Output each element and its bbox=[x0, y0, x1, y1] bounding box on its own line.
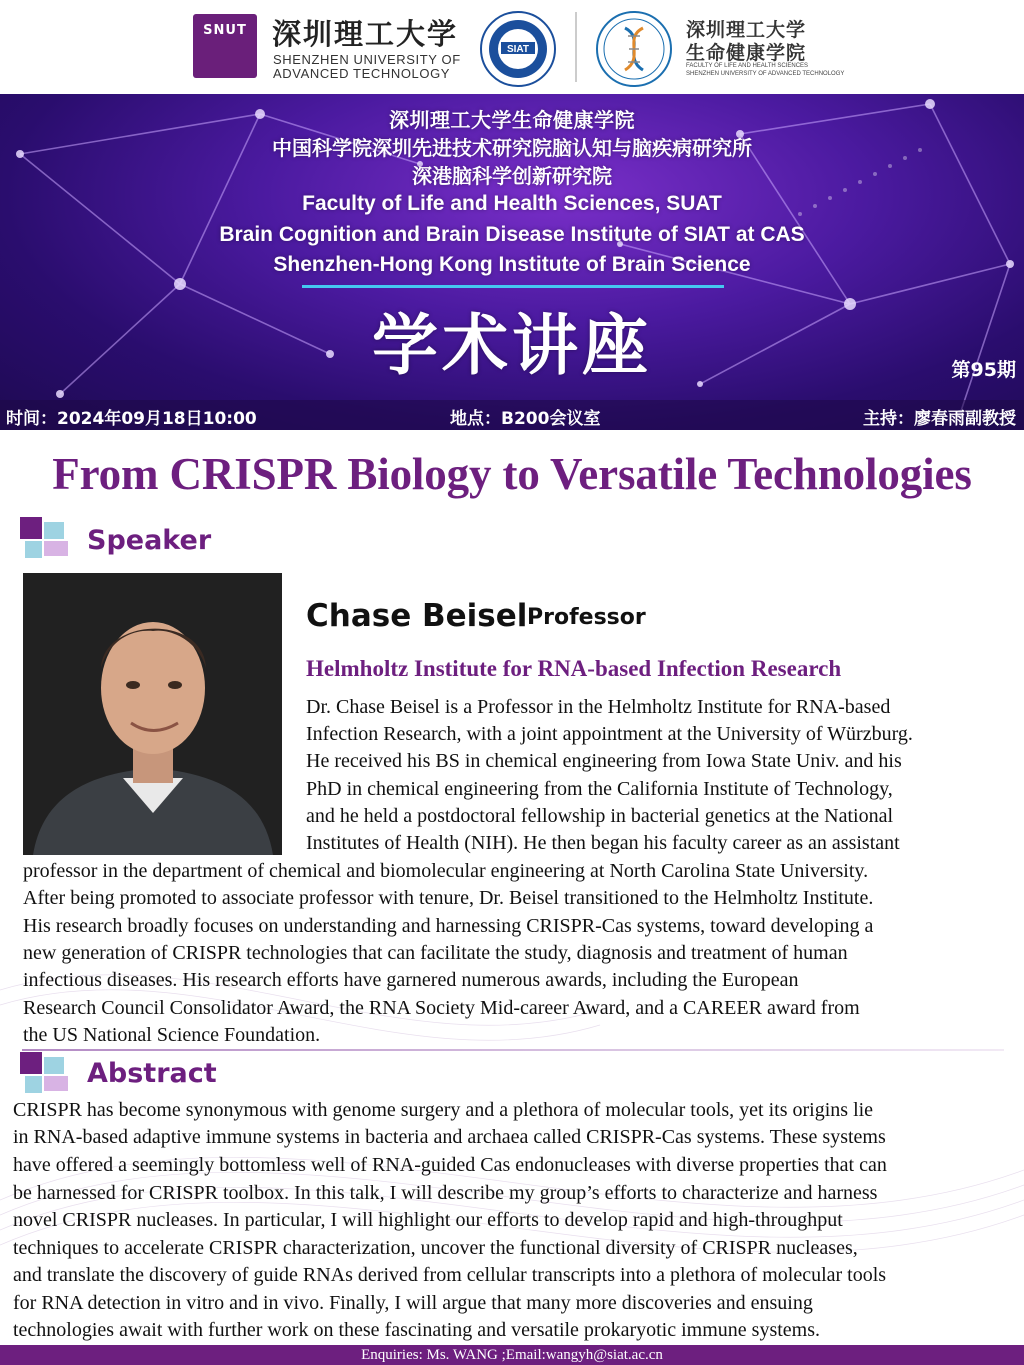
logo-divider bbox=[575, 12, 577, 82]
suat-name-en-line1: SHENZHEN UNIVERSITY OF bbox=[273, 52, 461, 67]
org-name-en-1: Faculty of Life and Health Sciences, SUAT bbox=[302, 192, 722, 215]
suat-name-cn: 深圳理工大学 bbox=[272, 17, 459, 51]
flhs-name-cn-line2: 生命健康学院 bbox=[686, 42, 807, 64]
siat-seal-icon bbox=[479, 10, 557, 88]
suat-logo-icon bbox=[193, 14, 257, 78]
abstract-line: in RNA-based adaptive immune systems in bacteria and archaea called CRISPR-Cas systems. These systems bbox=[13, 1126, 886, 1148]
bio-line: PhD in chemical engineering from the California Institute of Technology, bbox=[306, 778, 893, 800]
lecture-banner bbox=[0, 94, 1024, 430]
bio-line: new generation of CRISPR technologies that can facilitate the study, diagnosis and treatment of human bbox=[23, 942, 848, 964]
abstract-section-icon bbox=[20, 1052, 70, 1098]
speaker-institution: Helmholtz Institute for RNA-based Infection Research bbox=[306, 656, 842, 681]
abstract-section-label: Abstract bbox=[87, 1058, 217, 1089]
abstract-line: have offered a seemingly bottomless well of RNA-guided Cas endonucleases with diverse properties that can bbox=[13, 1154, 887, 1176]
abstract-line: for RNA detection in vitro and in vivo. Finally, I will argue that many more discoveries and ensuing bbox=[13, 1292, 813, 1314]
abstract-line: CRISPR has become synonymous with genome surgery and a plethora of molecular tools, yet its origins lie bbox=[13, 1099, 874, 1121]
abstract-line: be harnessed for CRISPR toolbox. In this talk, I will describe my group’s efforts to characterize and harness bbox=[13, 1182, 878, 1204]
bio-line: professor in the department of chemical and biomolecular engineering at North Carolina State University. bbox=[23, 860, 869, 882]
org-name-en-2: Brain Cognition and Brain Disease Institute of SIAT at CAS bbox=[219, 223, 805, 246]
talk-title: From CRISPR Biology to Versatile Technologies bbox=[52, 449, 972, 499]
flhs-name-cn-line1: 深圳理工大学 bbox=[686, 19, 807, 41]
speaker-section-label: Speaker bbox=[87, 525, 212, 556]
bio-line: After being promoted to associate professor with tenure, Dr. Beisel transitioned to the Helmholtz Institute. bbox=[23, 887, 874, 909]
abstract-line: techniques to accelerate CRISPR characterization, uncover the functional diversity of CRISPR nucleases, bbox=[13, 1237, 858, 1259]
flhs-name-en-line1: FACULTY OF LIFE AND HEALTH SCIENCES bbox=[686, 63, 809, 69]
bio-line: He received his BS in chemical engineering from Iowa State Univ. and his bbox=[306, 750, 902, 772]
org-name-en-3: Shenzhen-Hong Kong Institute of Brain Science bbox=[273, 253, 751, 276]
logo-bar bbox=[0, 0, 1024, 94]
abstract-line: novel CRISPR nucleases. In particular, I will highlight our efforts to develop rapid and high-throughput bbox=[13, 1209, 843, 1231]
flhs-name-en-line2: SHENZHEN UNIVERSITY OF ADVANCED TECHNOLOGY bbox=[686, 71, 845, 77]
lecture-heading: 学术讲座 bbox=[372, 307, 652, 384]
bio-line: the US National Science Foundation. bbox=[23, 1024, 321, 1046]
bio-line: His research broadly focuses on understanding and harnessing CRISPR-Cas systems, toward developing a bbox=[23, 915, 874, 937]
bio-line: and he held a postdoctoral fellowship in bacterial genetics at the National bbox=[306, 805, 894, 827]
siat-seal-text: SIAT bbox=[506, 44, 530, 55]
enquiries-footer: Enquiries: Ms. WANG ;Email:wangyh@siat.ac.cn bbox=[0, 1345, 1024, 1365]
suat-logo-glyph: SNUT bbox=[203, 23, 247, 38]
issue-number: 第95期 bbox=[951, 359, 1016, 381]
banner-rule bbox=[302, 285, 724, 288]
speaker-name: Chase Beisel bbox=[306, 598, 528, 634]
abstract-line: technologies await with further work on these fascinating and versatile prokaryotic immune systems. bbox=[13, 1319, 821, 1341]
org-name-cn-3: 深港脑科学创新研究院 bbox=[412, 164, 612, 188]
event-time: 时间：2024年09月18日10:00 bbox=[6, 409, 257, 429]
bio-line: infectious diseases. His research efforts have garnered numerous awards, including the European bbox=[23, 969, 799, 991]
bio-line: Dr. Chase Beisel is a Professor in the Helmholtz Institute for RNA-based bbox=[306, 696, 891, 718]
bio-line: Research Council Consolidator Award, the RNA Society Mid-career Award, and a CAREER award from bbox=[23, 997, 860, 1019]
suat-name-en-line2: ADVANCED TECHNOLOGY bbox=[273, 66, 451, 81]
event-info-strip bbox=[0, 400, 1024, 430]
flhs-seal-icon bbox=[595, 10, 673, 88]
speaker-position: Professor bbox=[527, 605, 646, 630]
abstract-line: and translate the discovery of guide RNAs derived from cellular transcripts into a plethora of molecular tools bbox=[13, 1264, 887, 1286]
bio-line: Infection Research, with a joint appointment at the University of Würzburg. bbox=[306, 723, 913, 745]
bio-line: Institutes of Health (NIH). He then began his faculty career as an assistant bbox=[306, 832, 900, 854]
org-name-cn-2: 中国科学院深圳先进技术研究院脑认知与脑疾病研究所 bbox=[272, 136, 752, 160]
org-name-cn-1: 深圳理工大学生命健康学院 bbox=[389, 108, 635, 132]
speaker-section-icon bbox=[20, 517, 70, 563]
event-place: 地点：B200会议室 bbox=[450, 409, 601, 429]
section-divider bbox=[22, 1049, 1004, 1051]
speaker-photo bbox=[23, 573, 282, 855]
event-host: 主持：廖春雨副教授 bbox=[863, 409, 1016, 429]
